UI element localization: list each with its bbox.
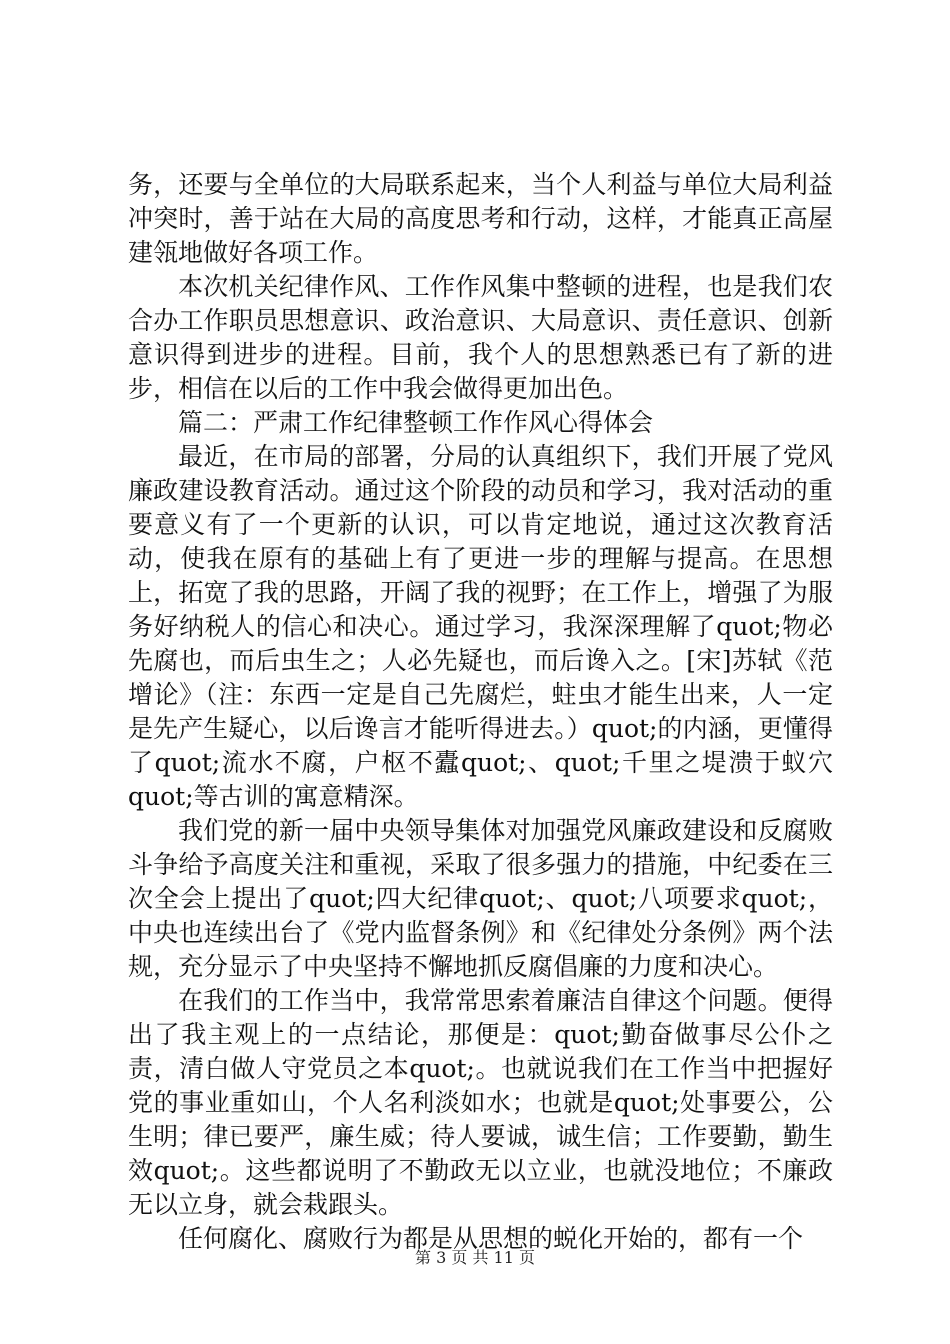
paragraph: 任何腐化、腐败行为都是从思想的蜕化开始的，都有一个 xyxy=(178,1224,804,1253)
document-body xyxy=(128,168,833,1256)
paragraph: 本次机关纪律作风、工作作风集中整顿的进程，也是我们农合办工作职员思想意识、政治意识、大局意识、责任意识、创新意识得到进步的进程。目前，我个人的思想熟悉已有了新的进步，相信在以后的工作中我会做得更加出色。 xyxy=(128,272,833,403)
paragraph: 在我们的工作当中，我常常思索着廉洁自律这个问题。便得出了我主观上的一点结论，那便是：quot;勤奋做事尽公仆之责，清白做人守党员之本quot;。也就说我们在工作当中把握好党的事业重如山，个人名利淡如水；也就是quot;处事要公，公生明；律已要严，廉生威；待人要诚，诚生信；工作要勤，勤生效quot;。这些都说明了不勤政无以立业，也就没地位；不廉政无以立身，就会栽跟头。 xyxy=(128,986,833,1219)
section-heading: 篇二：严肃工作纪律整顿工作作风心得体会 xyxy=(178,408,654,437)
paragraph: 最近，在市局的部署，分局的认真组织下，我们开展了党风廉政建设教育活动。通过这个阶段的动员和学习，我对活动的重要意义有了一个更新的认识，可以肯定地说，通过这次教育活动，使我在原有的基础上有了更进一步的理解与提高。在思想上，拓宽了我的思路，开阔了我的视野；在工作上，增强了为服务好纳税人的信心和决心。通过学习，我深深理解了quot;物必先腐也，而后虫生之；人必先疑也，而后谗入之。[宋]苏轼《范增论》（注：东西一定是自己先腐烂，蛀虫才能生出来，人一定是先产生疑心，以后谗言才能听得进去。）quot;的内涵，更懂得了quot;流水不腐，户枢不蠹quot;、quot;千里之堤溃于蚁穴quot;等古训的寓意精深。 xyxy=(128,442,833,811)
paragraph: 我们党的新一届中央领导集体对加强党风廉政建设和反腐败斗争给予高度关注和重视，采取了很多强力的措施，中纪委在三次全会上提出了quot;四大纪律quot;、quot;八项要求quot;，中央也连续出台了《党内监督条例》和《纪律处分条例》两个法规，充分显示了中央坚持不懈地抓反腐倡廉的力度和决心。 xyxy=(128,816,833,981)
page-footer: 第 3 页 共 11 页 xyxy=(415,1248,535,1267)
paragraph-continuation: 务，还要与全单位的大局联系起来，当个人利益与单位大局利益冲突时，善于站在大局的高度思考和行动，这样，才能真正高屋建瓴地做好各项工作。 xyxy=(128,170,833,267)
